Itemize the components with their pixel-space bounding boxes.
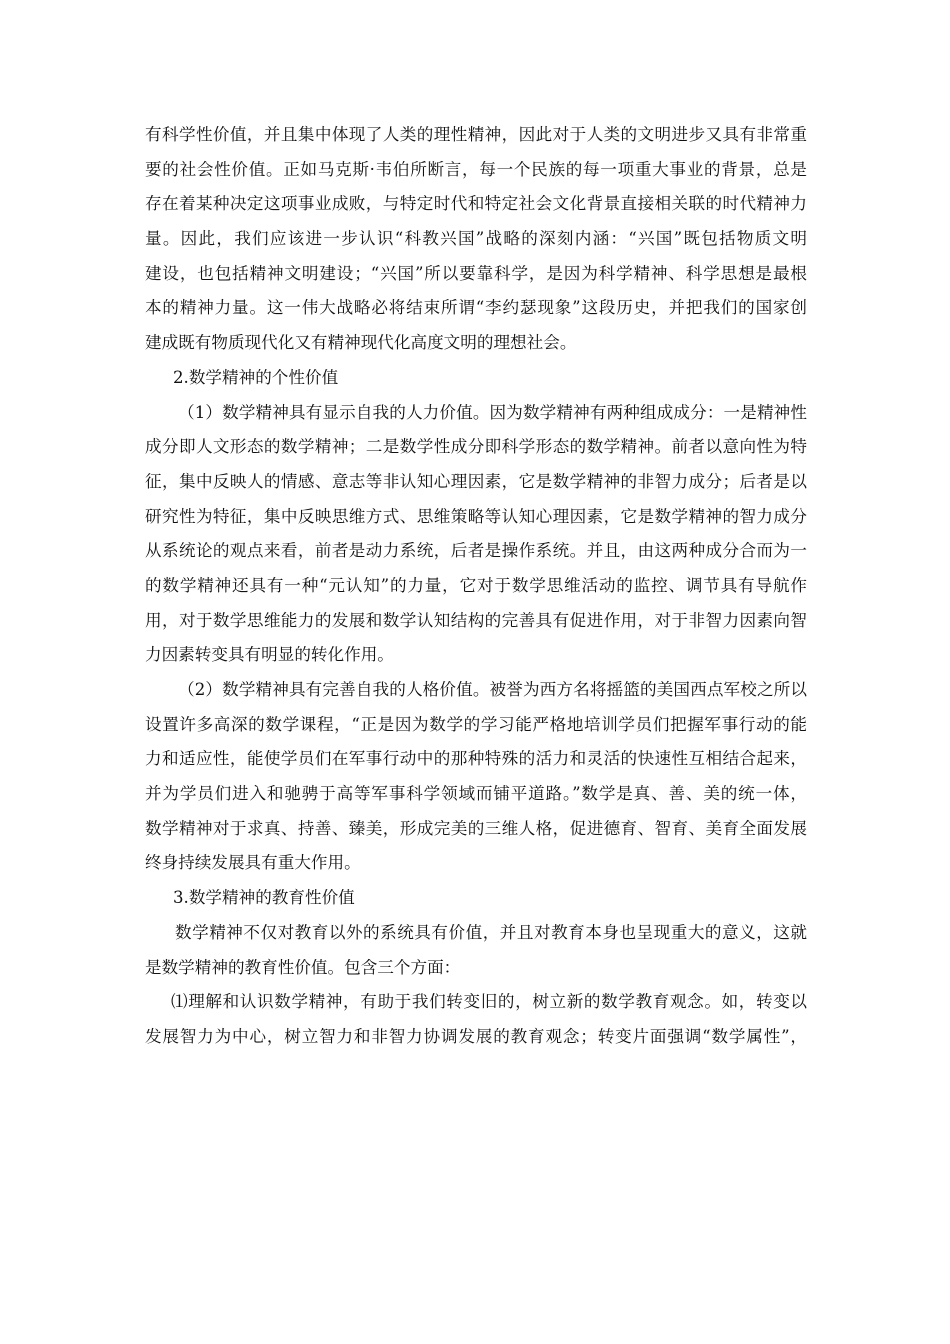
text-line: 用，对于数学思维能力的发展和数学认知结构的完善具有促进作用，对于非智力因素向智: [145, 610, 807, 630]
text-line: 数学精神对于求真、持善、臻美，形成完美的三维人格，促进德育、智育、美育全面发展: [145, 818, 807, 838]
document-page: [145, 118, 807, 1055]
text-line: 存在着某种决定这项事业成败，与特定时代和特定社会文化背景直接相关联的时代精神力: [145, 194, 807, 214]
text-line: 力和适应性，能使学员们在军事行动中的那种特殊的活力和灵活的快速性互相结合起来，: [145, 749, 807, 769]
paragraph-first-line: （2）数学精神具有完善自我的人格价值。被誉为西方名将摇篮的美国西点军校之所以: [178, 680, 807, 699]
text-line: 是数学精神的教育性价值。包含三个方面：: [145, 957, 461, 977]
text-line: 设置许多高深的数学课程，“正是因为数学的学习能严格地培训学员们把握军事行动的能: [145, 714, 807, 734]
section-heading: 2.数学精神的个性价值: [173, 367, 339, 387]
text-line: 有科学性价值，并且集中体现了人类的理性精神，因此对于人类的文明进步又具有非常重: [145, 125, 807, 144]
text-line: 建成既有物质现代化又有精神现代化高度文明的理想社会。: [145, 333, 577, 353]
paragraph-first-line: ⑴理解和认识数学精神，有助于我们转变旧的，树立新的数学教育观念。如，转变以: [171, 992, 807, 1012]
section-heading: 3.数学精神的教育性价值: [173, 888, 355, 908]
text-line: 成分即人文形态的数学精神；二是数学性成分即科学形态的数学精神。前者以意向性为特: [145, 437, 807, 457]
text-line: 发展智力为中心，树立智力和非智力协调发展的教育观念；转变片面强调“数学属性”，: [145, 1026, 807, 1046]
text-line: 征，集中反映人的情感、意志等非认知心理因素，它是数学精神的非智力成分；后者是以: [145, 471, 807, 491]
text-line: 力因素转变具有明显的转化作用。: [145, 645, 394, 665]
paragraph-first-line: 数学精神不仅对教育以外的系统具有价值，并且对教育本身也呈现重大的意义，这就: [175, 922, 807, 942]
paragraph-first-line: （1）数学精神具有显示自我的人力价值。因为数学精神有两种组成成分：一是精神性: [178, 402, 807, 422]
text-line: 从系统论的观点来看，前者是动力系统，后者是操作系统。并且，由这两种成分合而为一: [145, 541, 807, 561]
text-line: 终身持续发展具有重大作用。: [145, 853, 361, 873]
text-line: 并为学员们进入和驰骋于高等军事科学领域而铺平道路。”数学是真、善、美的统一体，: [145, 784, 807, 804]
text-line: 的数学精神还具有一种“元认知”的力量，它对于数学思维活动的监控、调节具有导航作: [145, 575, 807, 595]
text-line: 建设，也包括精神文明建设；“兴国”所以要靠科学，是因为科学精神、科学思想是最根: [145, 263, 807, 283]
text-line: 研究性为特征，集中反映思维方式、思维策略等认知心理因素，它是数学精神的智力成分: [145, 506, 807, 526]
text-line: 要的社会性价值。正如马克斯·韦伯所断言，每一个民族的每一项重大事业的背景，总是: [145, 159, 807, 179]
text-line: 本的精神力量。这一伟大战略必将结束所谓“李约瑟现象”这段历史，并把我们的国家创: [145, 298, 807, 318]
text-line: 量。因此，我们应该进一步认识“科教兴国”战略的深刻内涵：“兴国”既包括物质文明: [145, 229, 807, 249]
